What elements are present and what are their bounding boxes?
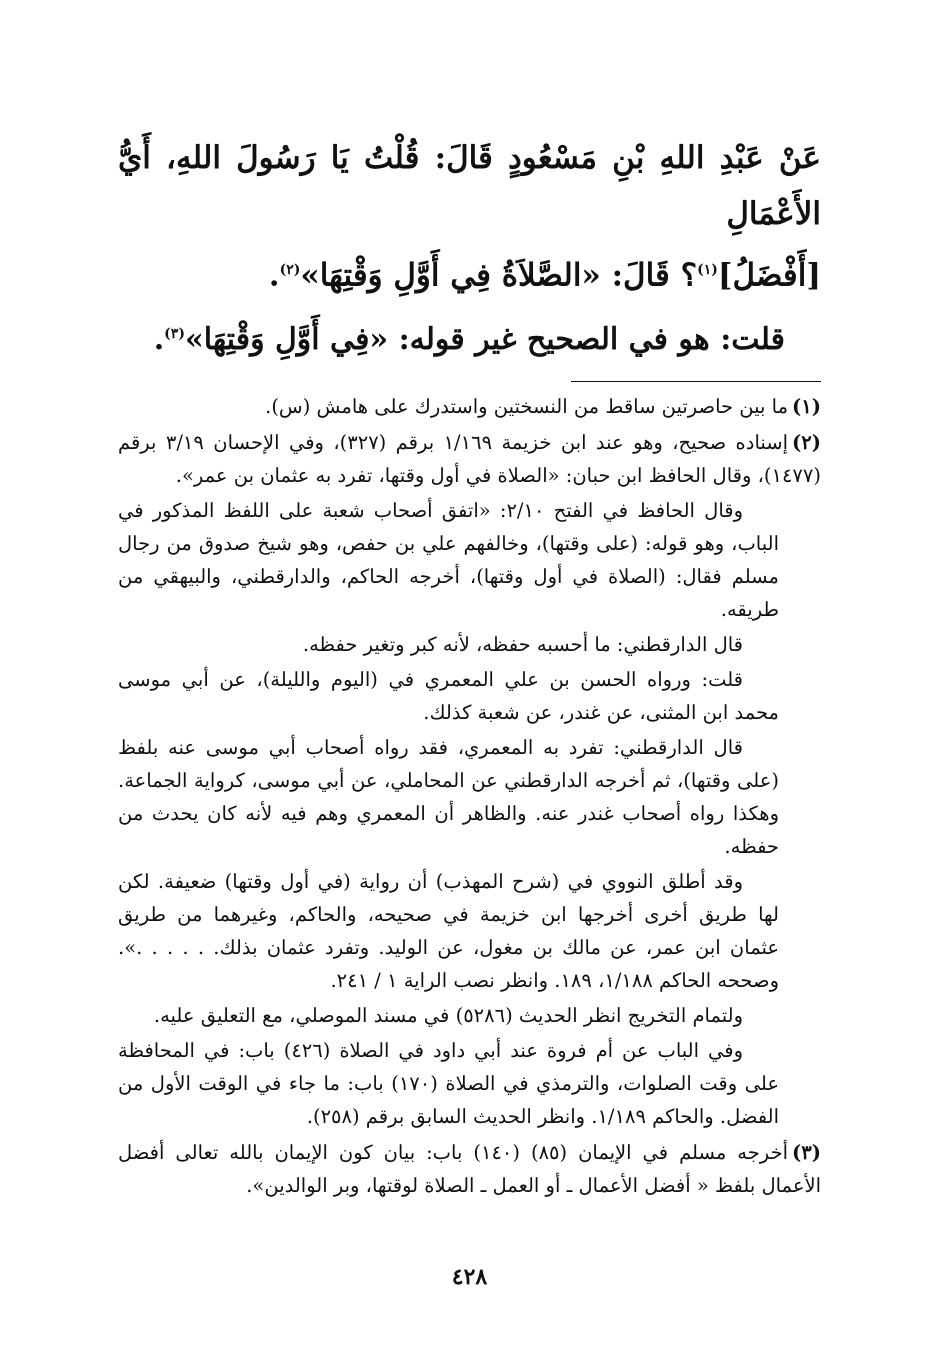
footnote-number: (١) <box>792 395 821 419</box>
footnote-ref-3[interactable]: (٣) <box>164 326 185 343</box>
footnotes <box>118 390 821 1202</box>
footnote-number: (٣) <box>792 1141 821 1165</box>
footnote-paragraph: وفي الباب عن أم فروة عند أبي داود في الصلاة (٤٢٦) باب: في المحافظة على وقت الصلوات، والترمذي في الصلاة (١٧٠) باب: ما جاء في الوقت الأول من الفضل. والحاكم ١/١٨٩. وانظر الحديث السابق برقم (٢٥٨). <box>118 1039 779 1129</box>
author-comment <box>118 309 821 365</box>
footnote-1 <box>118 390 821 423</box>
comment-period: . <box>153 322 165 358</box>
footnote-separator <box>571 381 821 382</box>
footnote-paragraph: وقد أطلق النووي في (شرح المهذب) أن رواية (في أول وقتها) ضعيفة. لكن لها طريق أخرى أخرجها ابن خزيمة في صحيحه، والحاكم، وغيرهما من طريق عثمان ابن عمر، عن مالك بن مغول، عن الوليد. وتفرد عثمان بذلك. . . . . .». وصححه الحاكم ١/١٨٨، ١٨٩. وانظر نصب الراية ١ / ٢٤١. <box>118 870 779 993</box>
footnote-ref-2[interactable]: (٢) <box>279 262 301 278</box>
hadith-line-1: عَنْ عَبْدِ اللهِ بْنِ مَسْعُودٍ قَالَ: قُلْتُ يَا رَسُولَ اللهِ، أَيُّ الأَعْمَالِ <box>118 140 821 232</box>
footnote-paragraph: قال الدارقطني: تفرد به المعمري، فقد رواه أصحاب أبي موسى عنه بلفظ (على وقتها)، ثم أخرجه الدارقطني عن المحاملي، عن أبي موسى، كرواية الجماعة. وهكذا رواه أصحاب غندر عنه. والظاهر أن المعمري وهم فيه لأنه كان يحدث من حفظه. <box>118 736 779 859</box>
hadith-period: . <box>268 257 280 294</box>
hadith-text <box>118 130 821 303</box>
hadith-answer: ؟ قَالَ: «الصَّلاَةُ فِي أَوَّلِ وَقْتِهَا» <box>300 257 698 294</box>
comment-text: قلت: هو في الصحيح غير قوله: «فِي أَوَّلِ وَقْتِهَا» <box>184 322 785 358</box>
footnote-3 <box>118 1136 821 1202</box>
footnote-ref-1[interactable]: (١) <box>697 262 718 278</box>
footnote-text: إسناده صحيح، وهو عند ابن خزيمة ١/١٦٩ برقم (٣٢٧)، وفي الإحسان ٣/١٩ برقم (١٤٧٧)، وقال الحافظ ابن حبان: «الصلاة في أول وقتها، تفرد به عثمان بن عمر». <box>118 431 821 488</box>
footnote-paragraph: قال الدارقطني: ما أحسبه حفظه، لأنه كبر وتغير حفظه. <box>302 633 743 657</box>
footnote-number: (٢) <box>792 431 821 455</box>
footnote-paragraph: وقال الحافظ في الفتح ٢/١٠: «اتفق أصحاب شعبة على اللفظ المذكور في الباب، وهو قوله: (على وقتها)، وخالفهم علي بن حفص، وهو شيخ صدوق من رجال مسلم فقال: (الصلاة في أول وقتها)، أخرجه الحاكم، والدارقطني، والبيهقي من طريقه. <box>118 499 779 622</box>
hadith-line-2 <box>118 242 821 303</box>
footnote-paragraph: قلت: ورواه الحسن بن علي المعمري في (اليوم والليلة)، عن أبي موسى محمد ابن المثنى، عن غندر، عن شعبة كذلك. <box>118 668 779 725</box>
page-number: ٤٢٨ <box>451 1264 488 1290</box>
hadith-bracket-word: [أَفْضَلُ] <box>717 257 821 294</box>
footnote-2 <box>118 426 821 1133</box>
footnote-text: أخرجه مسلم في الإيمان (٨٥) (١٤٠) باب: بيان كون الإيمان بالله تعالى أفضل الأعمال بلفظ « أفضل الأعمال ـ أو العمل ـ الصلاة لوقتها، وبر الوالدين». <box>118 1141 821 1198</box>
footnote-paragraph: ولتمام التخريج انظر الحديث (٥٢٨٦) في مسند الموصلي، مع التعليق عليه. <box>153 1004 743 1028</box>
footnote-text: ما بين حاصرتين ساقط من النسختين واستدرك على هامش (س). <box>265 395 789 419</box>
